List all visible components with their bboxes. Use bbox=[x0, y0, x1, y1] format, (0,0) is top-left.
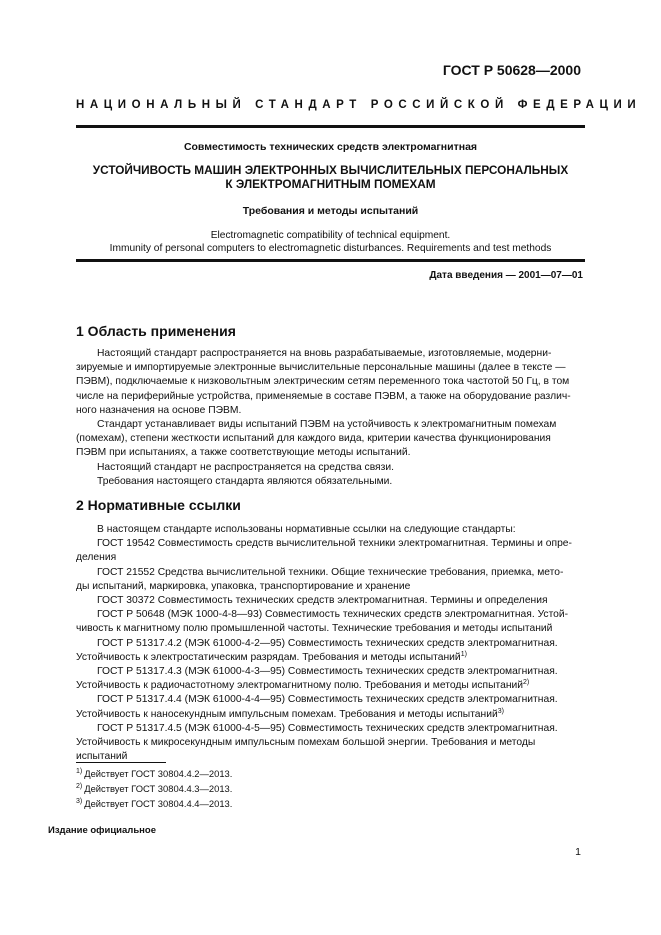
footnote-mark: 3) bbox=[76, 798, 83, 805]
s2-line-text: Устойчивость к радиочастотному электромагнитному полю. Требования и методы испытаний bbox=[76, 680, 524, 692]
s2-line bbox=[76, 722, 585, 736]
s2-line-text: ГОСТ 19542 Совместимость средств вычислительной техники электромагнитная. Термины и опре- bbox=[97, 538, 572, 550]
s2-line-text: ГОСТ Р 51317.4.2 (МЭК 61000-4-2—95) Совместимость технических средств электромагнитная. bbox=[97, 637, 558, 649]
footnote bbox=[76, 783, 232, 794]
s2-line bbox=[76, 580, 585, 594]
page-number: 1 bbox=[575, 846, 581, 858]
s2-line bbox=[76, 551, 585, 565]
introduction-date: Дата введения — 2001—07—01 bbox=[429, 270, 583, 281]
s1-p3-line bbox=[76, 461, 585, 475]
s2-line bbox=[76, 566, 585, 580]
s2-line bbox=[76, 537, 585, 551]
s2-line bbox=[76, 523, 585, 537]
s1-p2-line bbox=[76, 418, 585, 432]
footnote-mark: 1) bbox=[76, 768, 83, 775]
s2-line bbox=[76, 665, 585, 679]
english-title-line-2: Immunity of personal computers to electromagnetic disturbances. Requirements and test methods bbox=[109, 243, 552, 254]
s1-p1-line bbox=[76, 361, 585, 375]
footnote-ref: 2) bbox=[523, 679, 530, 687]
s2-line-text: ГОСТ Р 51317.4.4 (МЭК 61000-4-4—95) Совместимость технических средств электромагнитная. bbox=[97, 694, 558, 706]
s2-line bbox=[76, 594, 585, 608]
s1-p1-line-text: зируемые и импортируемые электронные вычислительные персональные машины (далее в тексте — bbox=[76, 362, 566, 374]
s1-p2-line-text: Стандарт устанавливает виды испытаний ПЭВМ на устойчивость к электромагнитным помехам bbox=[97, 419, 557, 431]
s1-p4-line bbox=[76, 475, 585, 489]
s2-line-text: Устойчивость к наносекундным импульсным помехам. Требования и методы испытаний bbox=[76, 708, 498, 720]
footnote-text: Действует ГОСТ 30804.4.4—2013. bbox=[84, 798, 233, 809]
s2-line bbox=[76, 708, 585, 722]
footnote-ref: 3) bbox=[497, 707, 504, 715]
english-title-line-1: Electromagnetic compatibility of technical equipment. bbox=[210, 230, 451, 241]
footnote bbox=[76, 768, 232, 779]
s2-line-text: ГОСТ 30372 Совместимость технических средств электромагнитная. Термины и определения bbox=[97, 595, 548, 607]
s2-line-text: ГОСТ 21552 Средства вычислительной техники. Общие технические требования, приемка, мето- bbox=[97, 566, 564, 578]
s2-line-text: испытаний bbox=[76, 751, 128, 763]
footnote bbox=[76, 798, 232, 809]
section-1-text bbox=[76, 347, 585, 489]
title-rule bbox=[76, 259, 585, 262]
national-standard-banner: НАЦИОНАЛЬНЫЙ СТАНДАРТ РОССИЙСКОЙ ФЕДЕРАЦИИ bbox=[76, 99, 642, 111]
s1-p1-line bbox=[76, 375, 585, 389]
s2-line bbox=[76, 608, 585, 622]
s2-line-text: ГОСТ Р 51317.4.5 (МЭК 61000-4-5—95) Совместимость технических средств электромагнитная. bbox=[97, 722, 558, 734]
s1-p1-line-text: ного назначения на основе ПЭВМ. bbox=[76, 404, 242, 416]
document-code: ГОСТ Р 50628—2000 bbox=[442, 62, 581, 78]
header-rule bbox=[76, 125, 585, 128]
footnote-rule bbox=[76, 762, 166, 763]
s2-line-text: чивость к магнитному полю промышленной частоты. Технические требования и методы испытаний bbox=[76, 623, 553, 635]
s2-line-text: ГОСТ Р 51317.4.3 (МЭК 61000-4-3—95) Совместимость технических средств электромагнитная. bbox=[97, 666, 558, 678]
s1-p1-line bbox=[76, 390, 585, 404]
s1-p2-line bbox=[76, 446, 585, 460]
footnote-text: Действует ГОСТ 30804.4.2—2013. bbox=[84, 768, 233, 779]
s2-line-text: В настоящем стандарте использованы нормативные ссылки на следующие стандарты: bbox=[97, 524, 516, 535]
main-title bbox=[76, 163, 585, 191]
s2-line bbox=[76, 679, 585, 693]
section-2-text bbox=[76, 523, 585, 764]
s2-line-text: ГОСТ Р 50648 (МЭК 1000-4-8—93) Совместимость технических средств электромагнитная. Устой- bbox=[97, 609, 569, 621]
s1-p1-line-text: Настоящий стандарт распространяется на вновь разрабатываемые, изготовляемые, модерни- bbox=[97, 348, 552, 359]
s1-p2-line bbox=[76, 432, 585, 446]
s2-line-text: Устойчивость к электростатическим разрядам. Требования и методы испытаний bbox=[76, 651, 461, 663]
english-title bbox=[76, 229, 585, 255]
s1-p1-line bbox=[76, 404, 585, 418]
s1-p4-line-text: Требования настоящего стандарта являются обязательными. bbox=[97, 475, 393, 487]
s1-p2-line-text: ПЭВМ при испытаниях, а также соответствующие методы испытаний. bbox=[76, 447, 411, 459]
standard-subject: Совместимость технических средств электромагнитная bbox=[183, 141, 478, 153]
s2-line bbox=[76, 651, 585, 665]
main-title-line-2: К ЭЛЕКТРОМАГНИТНЫМ ПОМЕХАМ bbox=[225, 177, 436, 191]
footnote-mark: 2) bbox=[76, 783, 83, 790]
footnote-ref: 1) bbox=[460, 650, 467, 658]
main-title-line-1: УСТОЙЧИВОСТЬ МАШИН ЭЛЕКТРОННЫХ ВЫЧИСЛИТЕЛЬНЫХ ПЕРСОНАЛЬНЫХ bbox=[92, 163, 569, 177]
footnote-text: Действует ГОСТ 30804.4.3—2013. bbox=[84, 783, 233, 794]
edition-label: Издание официальное bbox=[48, 825, 156, 836]
s1-p2-line-text: (помехам), степени жесткости испытаний для каждого вида, критерии качества функционирования bbox=[76, 433, 551, 445]
s2-line bbox=[76, 736, 585, 750]
s2-line bbox=[76, 693, 585, 707]
s2-line bbox=[76, 637, 585, 651]
s2-line-text: Устойчивость к микросекундным импульсным помехам большой энергии. Требования и методы bbox=[76, 737, 536, 749]
s2-line bbox=[76, 622, 585, 636]
subtitle: Требования и методы испытаний bbox=[242, 205, 419, 217]
s2-line-text: деления bbox=[76, 552, 117, 564]
s2-line-text: ды испытаний, маркировка, упаковка, транспортирование и хранение bbox=[76, 580, 411, 592]
s1-p1-line-text: числе на периферийные устройства, применяемые в составе ПЭВМ, а также на оборудование различ- bbox=[76, 390, 571, 402]
s1-p3-line-text: Настоящий стандарт не распространяется на средства связи. bbox=[97, 461, 394, 473]
section-1-heading: 1 Область применения bbox=[76, 323, 236, 339]
section-2-heading: 2 Нормативные ссылки bbox=[76, 497, 241, 513]
s1-p1-line-text: ПЭВМ), подключаемые к низковольтным электрическим сетям переменного тока частотой 50 Гц, в том bbox=[76, 376, 570, 388]
s1-p1-line bbox=[76, 347, 585, 361]
